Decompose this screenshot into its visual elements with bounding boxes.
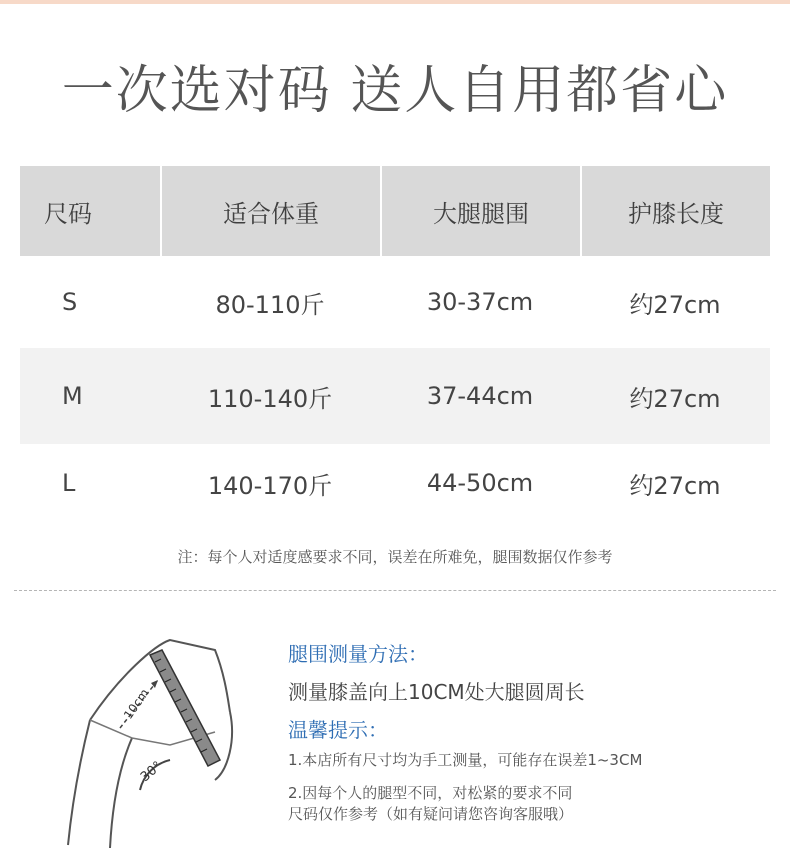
knee-measure-illustration (50, 620, 265, 852)
cell-weight: 140-170斤 (207, 471, 333, 500)
cell-weight: 110-140斤 (207, 384, 333, 413)
header-length: 护膝长度 (580, 166, 770, 256)
tip-line-2: 2.因每个人的腿型不同，对松紧的要求不同 (288, 784, 573, 802)
measure-description: 测量膝盖向上10CM处大腿圆周长 (288, 680, 585, 704)
table-header (20, 166, 770, 256)
cell-weight: 80-110斤 (215, 290, 325, 319)
tip-line-1: 1.本店所有尺寸均为手工测量，可能存在误差1~3CM (288, 751, 643, 769)
table-row (20, 256, 770, 348)
tip-line-3: 尺码仅作参考（如有疑问请您咨询客服哦） (288, 805, 574, 823)
table-row (20, 348, 770, 444)
cell-thigh: 37-44cm (426, 382, 534, 410)
top-accent-bar (0, 0, 790, 4)
size-note: 注：每个人对适度感要求不同，误差在所难免，腿围数据仅作参考 (177, 548, 613, 566)
size-table (20, 166, 770, 522)
measure-heading: 腿围测量方法： (288, 642, 428, 666)
cell-thigh: 30-37cm (426, 288, 534, 316)
header-weight: 适合体重 (160, 166, 380, 256)
cell-length: 约27cm (629, 290, 721, 319)
header-thigh: 大腿腿围 (380, 166, 580, 256)
length-label: 10cm (120, 686, 152, 722)
measure-info (288, 640, 778, 825)
page-title: 一次选对码 送人自用都省心 (61, 61, 729, 121)
dashed-divider (14, 590, 776, 591)
cell-length: 约27cm (629, 384, 721, 413)
angle-label: 30° (137, 758, 166, 786)
cell-size: S (62, 288, 78, 316)
header-size: 尺码 (44, 199, 92, 228)
cell-size: L (62, 469, 76, 497)
cell-thigh: 44-50cm (426, 469, 534, 497)
table-row (20, 444, 770, 522)
cell-length: 约27cm (629, 471, 721, 500)
tips-heading: 温馨提示： (288, 718, 388, 742)
cell-size: M (62, 382, 83, 410)
